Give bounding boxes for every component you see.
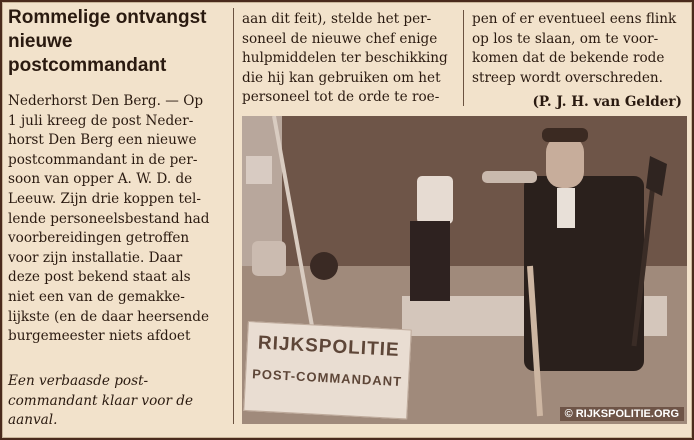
headline-line: Rommelige ontvangst (8, 7, 207, 28)
text-line: personeel tot de orde te roe- (242, 89, 440, 106)
text-line: 1 juli kreeg de post Neder- (8, 112, 194, 129)
text-line: niet een van de gemakke- (8, 288, 185, 305)
column-divider (463, 10, 464, 106)
caption-line: commandant klaar voor de (8, 392, 194, 409)
headline-line: nieuwe (8, 31, 73, 52)
text-line: horst Den Berg een nieuwe (8, 132, 197, 149)
text-line: pen of er eventueel eens flink (472, 11, 677, 27)
text-line: voor zijn installatie. Daar (8, 249, 183, 266)
text-line: lende personeelsbestand had (8, 210, 210, 227)
rijkspolitie-sign (243, 321, 411, 419)
newspaper-clipping (2, 2, 692, 438)
text-line: soneel de nieuwe chef enige (242, 30, 438, 47)
text-line: aan dit feit), stelde het per- (242, 11, 432, 27)
headline (8, 6, 230, 78)
column-divider (233, 8, 234, 424)
copyright-icon: © (564, 408, 573, 420)
text-line: op los te slaan, om te voor- (472, 30, 659, 47)
text-line: soon van opper A. W. D. de (8, 171, 193, 188)
text-line: voorbereidingen getroffen (8, 230, 190, 247)
photo-caption (8, 372, 226, 431)
caption-line: aanval. (8, 412, 58, 429)
text-line: hulpmiddelen ter beschikking (242, 50, 448, 67)
article-column-3 (472, 10, 686, 88)
article-photo (242, 116, 687, 424)
headline-line: postcommandant (8, 55, 167, 76)
text-line: Nederhorst Den Berg. — Op (8, 93, 204, 109)
watermark-text: RIJKSPOLITIE.ORG (575, 408, 679, 420)
text-line: postcommandant in de per- (8, 151, 198, 168)
sign-title: RIJKSPOLITIE (257, 332, 401, 361)
article-column-1 (8, 92, 226, 347)
caption-line: Een verbaasde post- (8, 373, 149, 389)
byline: (P. J. H. van Gelder) (532, 94, 682, 110)
text-line: die hij kan gebruiken om het (242, 69, 441, 86)
sign-subtitle: POST-COMMANDANT (251, 366, 403, 390)
text-line: Leeuw. Zijn drie koppen tel- (8, 190, 201, 207)
text-line: lijkste (en de daar heersende (8, 308, 210, 325)
watermark (560, 407, 684, 421)
text-line: streep wordt overschreden. (472, 69, 663, 86)
text-line: deze post bekend staat als (8, 269, 191, 286)
text-line: komen dat de bekende rode (472, 50, 665, 67)
text-line: burgemeester niets afdoet (8, 328, 191, 345)
article-column-2 (242, 10, 456, 108)
